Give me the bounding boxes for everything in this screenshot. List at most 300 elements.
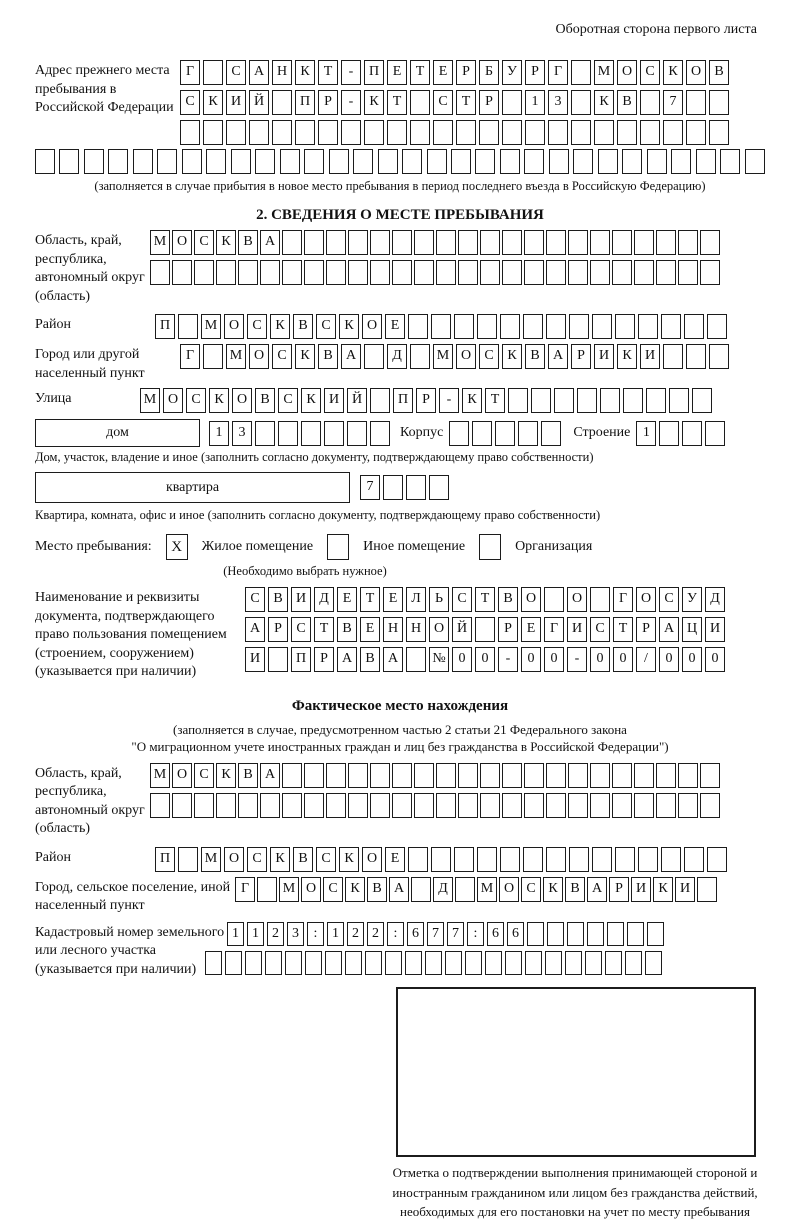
form-cell	[502, 793, 522, 818]
form-cell: В	[617, 90, 637, 115]
form-cell: К	[594, 90, 614, 115]
korpus-label: Корпус	[400, 425, 444, 440]
form-cell	[108, 149, 128, 174]
form-cell: Е	[337, 587, 357, 612]
form-cell: Т	[410, 60, 430, 85]
form-cell: О	[521, 587, 541, 612]
form-cell: :	[387, 922, 404, 946]
form-cell: В	[498, 587, 518, 612]
form-cell: О	[172, 230, 192, 255]
form-cell	[524, 149, 544, 174]
form-cell: Г	[548, 60, 568, 85]
form-cell	[364, 344, 384, 369]
form-cell: В	[255, 388, 275, 413]
form-cell	[326, 763, 346, 788]
apartment-cells	[360, 475, 449, 500]
form-cell	[525, 951, 542, 975]
section2-title: 2. СВЕДЕНИЯ О МЕСТЕ ПРЕБЫВАНИЯ	[256, 207, 544, 223]
form-cell: О	[567, 587, 587, 612]
form-cell: И	[226, 90, 246, 115]
form-cell	[280, 149, 300, 174]
form-cell: В	[318, 344, 338, 369]
form-cell: К	[462, 388, 482, 413]
cadastre-grids	[227, 922, 664, 975]
form-cell	[525, 120, 545, 145]
form-cell: К	[216, 230, 236, 255]
actual-location-caption-1: (заполняется в случае, предусмотренном частью 2 статьи 21 Федерального закона	[173, 721, 627, 737]
form-cell	[454, 847, 474, 872]
form-cell: А	[659, 617, 679, 642]
option-organization-label: Организация	[515, 539, 593, 554]
form-cell	[203, 120, 223, 145]
form-cell: П	[155, 847, 175, 872]
form-cell: 0	[544, 647, 564, 672]
form-cell: О	[429, 617, 449, 642]
form-cell: М	[150, 763, 170, 788]
form-cell	[182, 149, 202, 174]
house-caption: Дом, участок, владение и иное (заполнить согласно документу, подтверждающему право собственности)	[35, 450, 594, 464]
form-cell	[325, 951, 342, 975]
prev-address-grids	[180, 60, 729, 145]
district-row	[155, 314, 727, 339]
form-cell: Н	[406, 617, 426, 642]
form-cell: С	[291, 617, 311, 642]
form-cell: С	[226, 60, 246, 85]
form-cell	[546, 260, 566, 285]
form-cell: К	[209, 388, 229, 413]
form-cell: Р	[479, 90, 499, 115]
form-cell	[527, 922, 544, 946]
form-cell	[565, 951, 582, 975]
actual-location-title: Фактическое место нахождения	[291, 697, 509, 714]
form-cell: Т	[613, 617, 633, 642]
form-cell: М	[150, 230, 170, 255]
region2-block	[35, 763, 765, 839]
form-cell	[216, 793, 236, 818]
form-cell	[622, 149, 642, 174]
form-cell	[436, 793, 456, 818]
form-cell	[402, 149, 422, 174]
stay-type-caption: (Необходимо выбрать нужное)	[223, 564, 387, 578]
form-cell	[647, 922, 664, 946]
region-block	[35, 230, 765, 306]
form-cell	[663, 120, 683, 145]
form-cell	[385, 951, 402, 975]
form-cell	[500, 149, 520, 174]
form-cell	[590, 763, 610, 788]
form-cell	[671, 149, 691, 174]
form-cell	[436, 763, 456, 788]
form-cell: К	[663, 60, 683, 85]
form-cell	[686, 120, 706, 145]
form-cell	[414, 230, 434, 255]
form-cell: И	[291, 587, 311, 612]
form-cell	[178, 314, 198, 339]
prev-address-row-1	[180, 60, 729, 85]
form-cell	[612, 230, 632, 255]
document-row-1	[245, 587, 725, 612]
form-cell: К	[653, 877, 673, 902]
form-cell: Т	[387, 90, 407, 115]
form-cell: С	[247, 314, 267, 339]
form-cell: М	[594, 60, 614, 85]
form-cell	[634, 230, 654, 255]
form-cell	[272, 120, 292, 145]
form-cell: О	[362, 847, 382, 872]
form-cell	[656, 793, 676, 818]
form-cell: С	[278, 388, 298, 413]
form-cell: Р	[609, 877, 629, 902]
form-cell: :	[307, 922, 324, 946]
form-cell: С	[452, 587, 472, 612]
form-cell	[638, 314, 658, 339]
form-cell	[206, 149, 226, 174]
form-cell	[590, 230, 610, 255]
form-cell	[449, 421, 469, 446]
form-cell	[678, 793, 698, 818]
form-cell	[612, 763, 632, 788]
form-cell	[518, 421, 538, 446]
form-cell	[590, 793, 610, 818]
form-cell	[326, 793, 346, 818]
form-cell: 7	[360, 475, 380, 500]
form-cell: /	[636, 647, 656, 672]
apartment-caption: Квартира, комната, офис и иное (заполнить согласно документу, подтверждающему право собственности)	[35, 508, 601, 522]
form-cell	[480, 260, 500, 285]
prev-address-row-2	[180, 90, 729, 115]
form-cell: И	[640, 344, 660, 369]
form-cell: 3	[287, 922, 304, 946]
form-cell: С	[433, 90, 453, 115]
form-cell: Е	[383, 587, 403, 612]
form-cell	[480, 763, 500, 788]
form-cell: Е	[385, 847, 405, 872]
form-cell: М	[279, 877, 299, 902]
form-cell: С	[247, 847, 267, 872]
form-cell	[458, 260, 478, 285]
region2-label: Область, край, республика, автономный округ (область)	[35, 765, 145, 836]
form-cell	[454, 314, 474, 339]
form-cell: 0	[659, 647, 679, 672]
form-cell	[178, 847, 198, 872]
form-cell	[571, 90, 591, 115]
form-cell: К	[216, 763, 236, 788]
form-cell	[502, 260, 522, 285]
form-cell	[524, 230, 544, 255]
form-cell: 0	[521, 647, 541, 672]
region-label: Область, край, республика, автономный округ (область)	[35, 233, 145, 304]
form-cell	[410, 344, 430, 369]
form-cell: В	[293, 847, 313, 872]
form-cell	[678, 230, 698, 255]
form-cell	[238, 260, 258, 285]
form-cell: В	[525, 344, 545, 369]
form-cell: П	[291, 647, 311, 672]
form-cell: М	[226, 344, 246, 369]
document-row-3	[245, 647, 725, 672]
form-cell: К	[270, 847, 290, 872]
form-cell: О	[172, 763, 192, 788]
form-cell	[661, 847, 681, 872]
form-cell: 2	[267, 922, 284, 946]
form-cell	[245, 951, 262, 975]
form-cell: У	[502, 60, 522, 85]
form-cell: М	[201, 314, 221, 339]
form-cell	[745, 149, 765, 174]
form-cell: У	[682, 587, 702, 612]
form-cell	[347, 421, 367, 446]
form-cell: С	[521, 877, 541, 902]
form-cell: Г	[235, 877, 255, 902]
form-cell	[282, 763, 302, 788]
form-cell: 2	[347, 922, 364, 946]
form-cell: 0	[452, 647, 472, 672]
form-cell: Г	[180, 344, 200, 369]
form-cell	[640, 90, 660, 115]
form-cell	[365, 951, 382, 975]
form-cell	[634, 260, 654, 285]
form-cell	[623, 388, 643, 413]
form-cell	[324, 421, 344, 446]
form-cell	[625, 951, 642, 975]
form-cell: О	[362, 314, 382, 339]
form-cell	[480, 230, 500, 255]
form-cell: К	[543, 877, 563, 902]
option-other-premises-label: Иное помещение	[363, 539, 466, 554]
form-cell	[268, 647, 288, 672]
form-cell	[594, 120, 614, 145]
form-cell	[697, 877, 717, 902]
form-cell	[465, 951, 482, 975]
form-cell	[301, 421, 321, 446]
form-cell	[544, 587, 564, 612]
form-cell: К	[295, 60, 315, 85]
form-cell	[508, 388, 528, 413]
form-cell: Р	[318, 90, 338, 115]
option-residential-label: Жилое помещение	[201, 539, 314, 554]
form-cell	[720, 149, 740, 174]
form-cell	[304, 260, 324, 285]
form-cell	[479, 120, 499, 145]
form-cell	[282, 793, 302, 818]
form-cell: М	[140, 388, 160, 413]
form-cell	[605, 951, 622, 975]
form-cell: А	[260, 763, 280, 788]
form-cell: В	[293, 314, 313, 339]
prev-address-label: Адрес прежнего места пребывания в Российской Федерации	[35, 63, 174, 115]
form-cell	[475, 617, 495, 642]
form-cell	[249, 120, 269, 145]
form-cell: Т	[318, 60, 338, 85]
apartment-name-box: квартира	[35, 472, 350, 503]
form-cell: С	[180, 90, 200, 115]
region2-row-2	[150, 793, 720, 818]
form-cell	[431, 314, 451, 339]
form-cell	[646, 388, 666, 413]
form-cell	[348, 763, 368, 788]
form-cell: А	[341, 344, 361, 369]
form-cell	[656, 763, 676, 788]
form-cell: С	[479, 344, 499, 369]
form-cell: 1	[209, 421, 229, 446]
form-cell	[505, 951, 522, 975]
city-label: Город или другой населенный пункт	[35, 347, 145, 381]
form-cell: -	[341, 60, 361, 85]
form-cell: Р	[525, 60, 545, 85]
form-cell: В	[238, 230, 258, 255]
form-cell: -	[341, 90, 361, 115]
house-number-cells	[209, 421, 390, 446]
form-cell: Б	[479, 60, 499, 85]
form-cell	[640, 120, 660, 145]
checkbox-other-premises	[327, 534, 349, 560]
form-cell: К	[339, 314, 359, 339]
form-cell	[203, 60, 223, 85]
form-cell	[678, 763, 698, 788]
form-cell	[285, 951, 302, 975]
form-cell: И	[567, 617, 587, 642]
form-cell: Е	[360, 617, 380, 642]
street-block	[35, 388, 765, 413]
form-cell: М	[433, 344, 453, 369]
region-grids	[150, 230, 720, 285]
form-cell: К	[364, 90, 384, 115]
form-cell: К	[301, 388, 321, 413]
form-cell: Е	[387, 60, 407, 85]
form-cell	[304, 793, 324, 818]
form-cell	[150, 260, 170, 285]
form-cell	[364, 120, 384, 145]
form-cell	[592, 314, 612, 339]
form-cell: С	[186, 388, 206, 413]
cadastre-row-1	[227, 922, 664, 946]
form-cell	[378, 149, 398, 174]
form-cell: 0	[613, 647, 633, 672]
form-cell	[477, 847, 497, 872]
form-cell: :	[467, 922, 484, 946]
form-cell: К	[502, 344, 522, 369]
form-cell: И	[245, 647, 265, 672]
form-cell: 1	[636, 421, 656, 446]
form-cell: И	[675, 877, 695, 902]
form-cell: О	[301, 877, 321, 902]
form-cell	[669, 388, 689, 413]
korpus-cells	[449, 421, 561, 446]
district-label: Район	[35, 317, 71, 332]
stamp-caption: Отметка о подтверждении выполнения принимающей стороной и иностранным гражданином или лицом без гражданства действий, необходимых для его постановки на учет по месту пребывания	[392, 1165, 758, 1219]
form-cell	[645, 951, 662, 975]
form-cell	[216, 260, 236, 285]
form-cell	[341, 120, 361, 145]
form-cell: К	[203, 90, 223, 115]
form-cell	[546, 763, 566, 788]
form-cell	[392, 260, 412, 285]
form-cell	[577, 388, 597, 413]
form-cell: Р	[314, 647, 334, 672]
form-cell: П	[364, 60, 384, 85]
form-cell	[573, 149, 593, 174]
form-cell: О	[163, 388, 183, 413]
form-cell: №	[429, 647, 449, 672]
form-cell	[383, 475, 403, 500]
form-cell	[568, 763, 588, 788]
form-cell: И	[594, 344, 614, 369]
form-cell	[429, 475, 449, 500]
form-cell: И	[705, 617, 725, 642]
street-label: Улица	[35, 391, 72, 406]
form-cell	[634, 793, 654, 818]
form-cell	[634, 763, 654, 788]
form-cell	[590, 260, 610, 285]
form-cell: П	[295, 90, 315, 115]
form-cell	[585, 951, 602, 975]
document-row-2	[245, 617, 725, 642]
form-cell	[370, 230, 390, 255]
house-block	[35, 419, 765, 447]
form-cell: Д	[314, 587, 334, 612]
form-cell	[592, 847, 612, 872]
form-cell	[194, 793, 214, 818]
form-cell	[700, 260, 720, 285]
page-side-note: Оборотная сторона первого листа	[555, 22, 757, 37]
form-cell: К	[339, 847, 359, 872]
form-cell: А	[383, 647, 403, 672]
form-cell: С	[316, 847, 336, 872]
form-cell	[278, 421, 298, 446]
form-cell: К	[345, 877, 365, 902]
form-cell: С	[659, 587, 679, 612]
form-cell: Г	[613, 587, 633, 612]
form-cell	[408, 847, 428, 872]
form-cell	[615, 314, 635, 339]
form-cell: О	[686, 60, 706, 85]
form-cell: С	[194, 763, 214, 788]
form-cell	[598, 149, 618, 174]
city2-row	[235, 877, 717, 902]
form-cell: О	[499, 877, 519, 902]
form-cell	[546, 847, 566, 872]
form-cell	[414, 260, 434, 285]
form-cell: Т	[360, 587, 380, 612]
form-cell	[656, 230, 676, 255]
form-cell	[348, 793, 368, 818]
form-cell	[627, 922, 644, 946]
form-cell: 7	[447, 922, 464, 946]
form-cell: С	[316, 314, 336, 339]
form-cell	[480, 793, 500, 818]
form-cell	[84, 149, 104, 174]
form-cell: И	[631, 877, 651, 902]
form-cell	[257, 877, 277, 902]
form-cell	[663, 344, 683, 369]
form-cell: 6	[407, 922, 424, 946]
district-block	[35, 314, 765, 339]
form-cell	[458, 230, 478, 255]
form-cell	[485, 951, 502, 975]
form-cell	[638, 847, 658, 872]
form-cell	[425, 951, 442, 975]
form-cell: А	[245, 617, 265, 642]
form-cell	[548, 120, 568, 145]
form-cell	[523, 847, 543, 872]
form-cell: В	[367, 877, 387, 902]
form-cell	[684, 314, 704, 339]
form-cell: 2	[367, 922, 384, 946]
form-cell: Й	[347, 388, 367, 413]
form-cell: О	[456, 344, 476, 369]
form-cell: -	[439, 388, 459, 413]
form-cell	[408, 314, 428, 339]
